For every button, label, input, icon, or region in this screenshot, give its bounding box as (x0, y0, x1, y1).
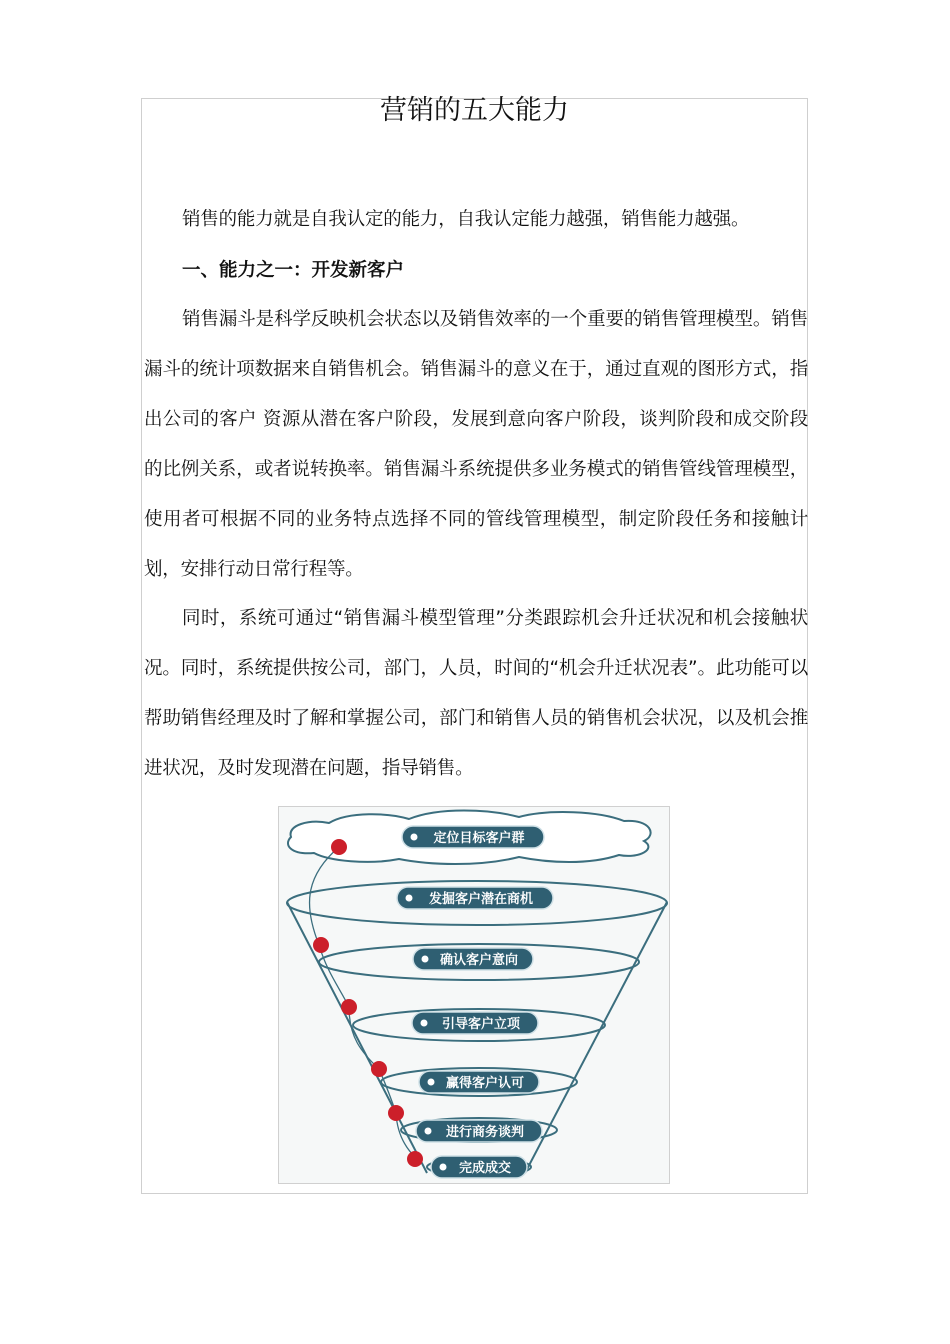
bullet-icon (411, 834, 418, 841)
stage-text: 完成成交 (458, 1161, 512, 1176)
sales-funnel-figure (278, 806, 670, 1184)
progress-dot (341, 999, 357, 1015)
progress-dot (331, 839, 347, 855)
funnel-stage-label (431, 1156, 527, 1178)
funnel-right-edge (525, 902, 667, 1173)
bullet-icon (421, 1020, 428, 1027)
stage-text: 引导客户立项 (441, 1017, 521, 1032)
bullet-icon (425, 1128, 432, 1135)
sales-funnel-diagram (279, 807, 669, 1183)
stage-text: 发掘客户潜在商机 (428, 892, 534, 907)
stage-text: 进行商务谈判 (445, 1125, 525, 1140)
progress-dot (313, 937, 329, 953)
funnel-stage-label (397, 887, 553, 909)
bullet-icon (428, 1079, 435, 1086)
intro-paragraph: 销售的能力就是自我认定的能力，自我认定能力越强，销售能力越强。 (182, 209, 750, 230)
bullet-icon (422, 956, 429, 963)
funnel-stage-label (412, 1012, 538, 1034)
stage-text: 定位目标客户群 (433, 831, 525, 846)
progress-dot (371, 1061, 387, 1077)
progress-dot (407, 1151, 423, 1167)
section-heading: 一、能力之一：开发新客户 (182, 260, 405, 281)
progress-dot (388, 1105, 404, 1121)
stage-text: 赢得客户认可 (445, 1076, 525, 1091)
funnel-stage-label (413, 948, 533, 970)
funnel-stage-label (402, 826, 544, 848)
funnel-stage-label (419, 1071, 539, 1093)
bullet-icon (440, 1164, 447, 1171)
body-paragraph-2: 同时，系统可通过“销售漏斗模型管理”分类跟踪机会升迁状况和机会接触状况。同时，系统提供按公司，部门，人员，时间的“机会升迁状况表”。此功能可以帮助销售经理及时了解和掌握公司，部门和销售人员的销售机会状况，以及机会推进状况，及时发现潜在问题，指导销售。 (144, 608, 808, 779)
funnel-stage-label (416, 1120, 542, 1142)
page-title: 营销的五大能力 (380, 95, 569, 126)
body-paragraph-1: 销售漏斗是科学反映机会状态以及销售效率的一个重要的销售管理模型。销售漏斗的统计项数据来自销售机会。销售漏斗的意义在于，通过直观的图形方式，指出公司的客户 资源从潜在客户阶段，发展到意向客户阶段，谈判阶段和成交阶段的比例关系，或者说转换率。销售漏斗系统提供多业务模式的销售管线管理模型，使用者可根据不同的业务特点选择不同的管线管理模型，制定阶段任务和接触计划，安排行动日常行程等。 (144, 309, 808, 580)
stage-text: 确认客户意向 (439, 953, 519, 968)
bullet-icon (406, 895, 413, 902)
